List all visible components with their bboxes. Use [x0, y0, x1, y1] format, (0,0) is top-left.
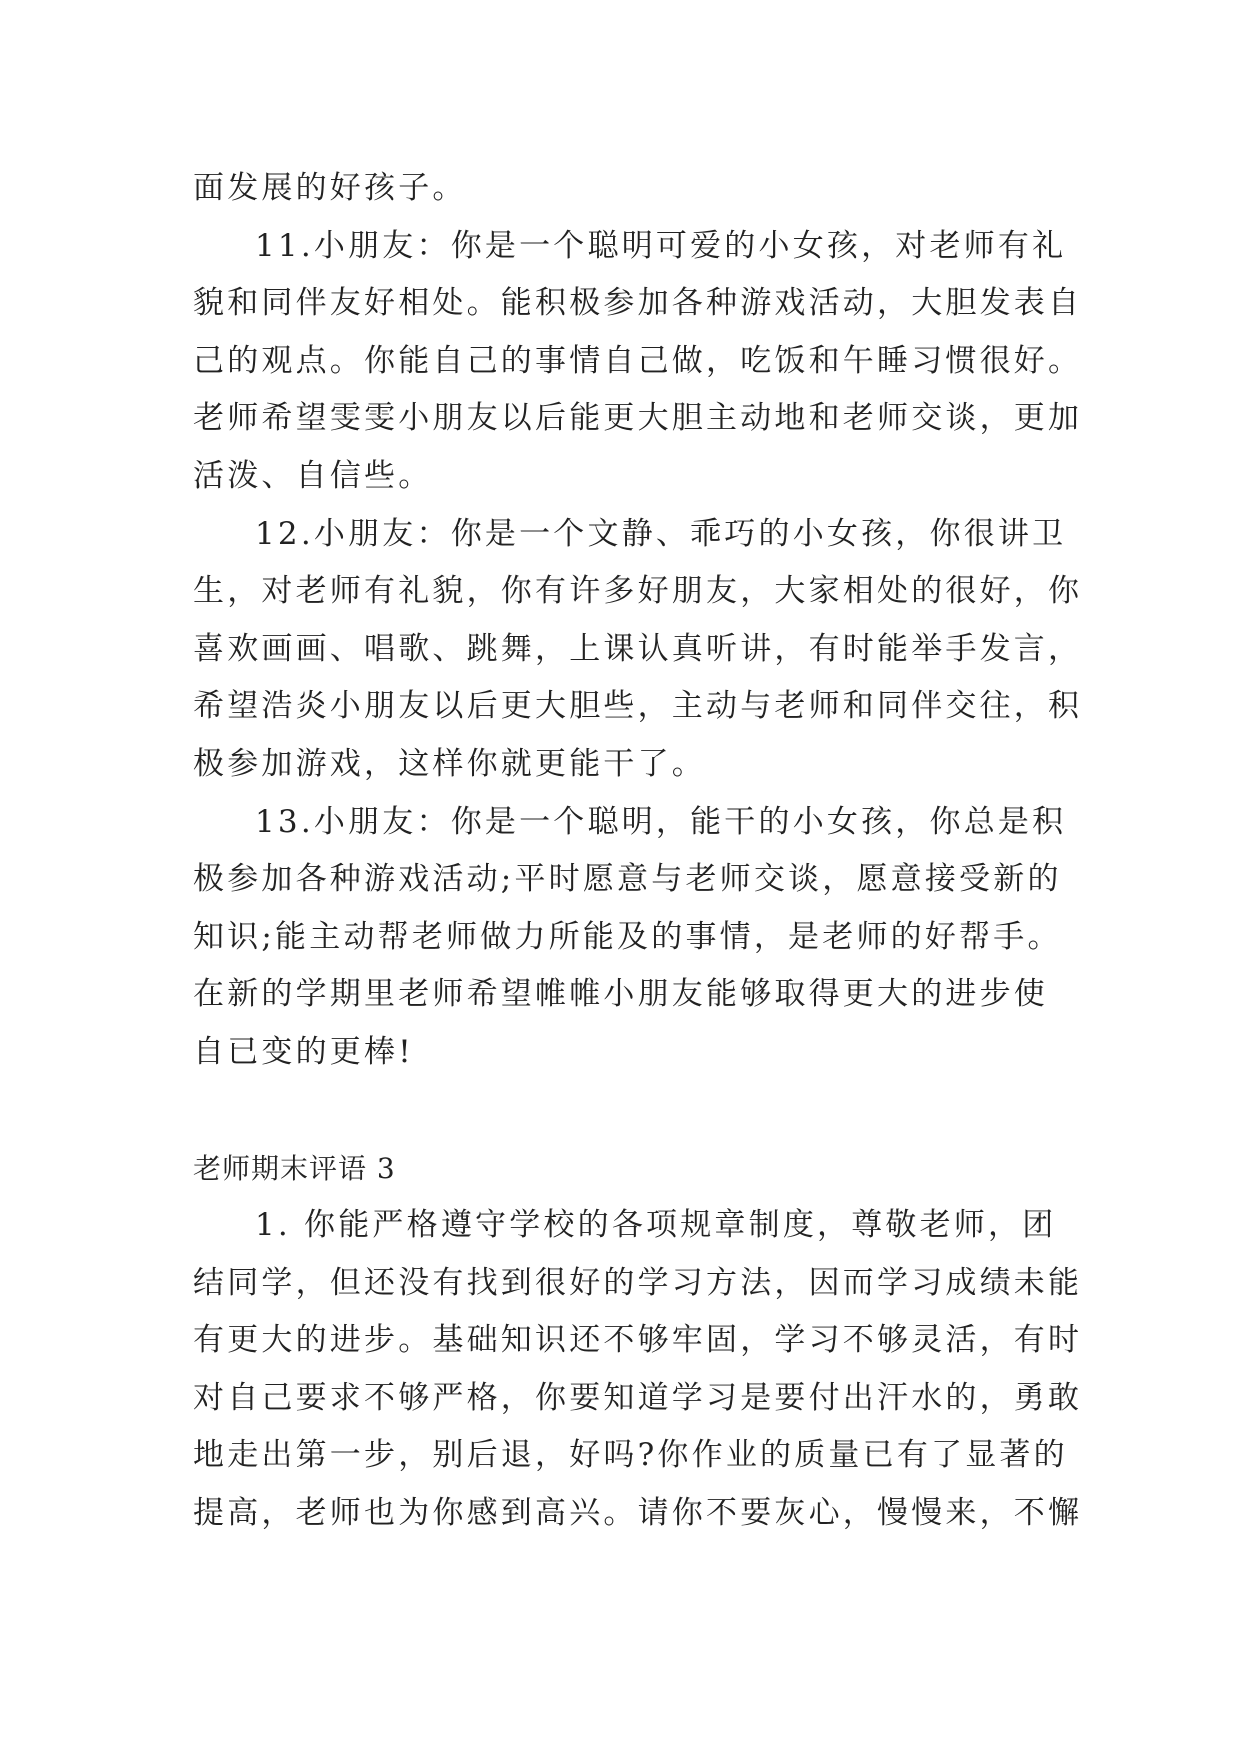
paragraph-12-line-2: 生，对老师有礼貌，你有许多好朋友，大家相处的很好，你	[193, 573, 1083, 610]
paragraph-13-line-3: 知识;能主动帮老师做力所能及的事情，是老师的好帮手。	[193, 918, 1062, 955]
paragraph-12-line-1: 12.小朋友：你是一个文静、乖巧的小女孩，你很讲卫	[255, 515, 1067, 552]
paragraph-13-line-1: 13.小朋友：你是一个聪明，能干的小女孩，你总是积	[255, 803, 1067, 840]
paragraph-1-line-1: 1. 你能严格遵守学校的各项规章制度，尊敬老师，团	[255, 1207, 1057, 1244]
paragraph-1-line-6: 提高，老师也为你感到高兴。请你不要灰心，慢慢来，不懈	[193, 1495, 1083, 1532]
paragraph-11-line-1: 11.小朋友：你是一个聪明可爱的小女孩，对老师有礼	[255, 227, 1067, 264]
paragraph-11-line-2: 貌和同伴友好相处。能积极参加各种游戏活动，大胆发表自	[193, 285, 1083, 322]
document-page	[193, 160, 1083, 1543]
paragraph-12-line-5: 极参加游戏，这样你就更能干了。	[193, 745, 706, 782]
paragraph-11-line-3: 己的观点。你能自己的事情自己做，吃饭和午睡习惯很好。	[193, 342, 1083, 379]
section-spacer	[193, 1082, 1065, 1140]
paragraph-1-line-3: 有更大的进步。基础知识还不够牢固，学习不够灵活，有时	[193, 1322, 1083, 1359]
paragraph-13-line-4: 在新的学期里老师希望帷帷小朋友能够取得更大的进步使	[193, 976, 1048, 1013]
section-heading: 老师期末评语 3	[193, 1151, 396, 1185]
paragraph-1-line-5: 地走出第一步，别后退，好吗?你作业的质量已有了显著的	[193, 1437, 1068, 1474]
paragraph-1-line-4: 对自己要求不够严格，你要知道学习是要付出汗水的，勇敢	[193, 1379, 1083, 1416]
paragraph-13-line-5: 自已变的更棒!	[193, 1033, 414, 1070]
paragraph-13-line-2: 极参加各种游戏活动;平时愿意与老师交谈，愿意接受新的	[193, 861, 1062, 898]
text-line: 面发展的好孩子。	[193, 170, 467, 206]
paragraph-11-line-5: 活泼、自信些。	[193, 457, 433, 494]
paragraph-1-line-2: 结同学，但还没有找到很好的学习方法，因而学习成绩未能	[193, 1264, 1083, 1301]
paragraph-12-line-3: 喜欢画画、唱歌、跳舞，上课认真听讲，有时能举手发言，	[193, 630, 1083, 667]
paragraph-11-line-4: 老师希望雯雯小朋友以后能更大胆主动地和老师交谈，更加	[193, 400, 1083, 437]
paragraph-12-line-4: 希望浩炎小朋友以后更大胆些，主动与老师和同伴交往，积	[193, 688, 1083, 725]
